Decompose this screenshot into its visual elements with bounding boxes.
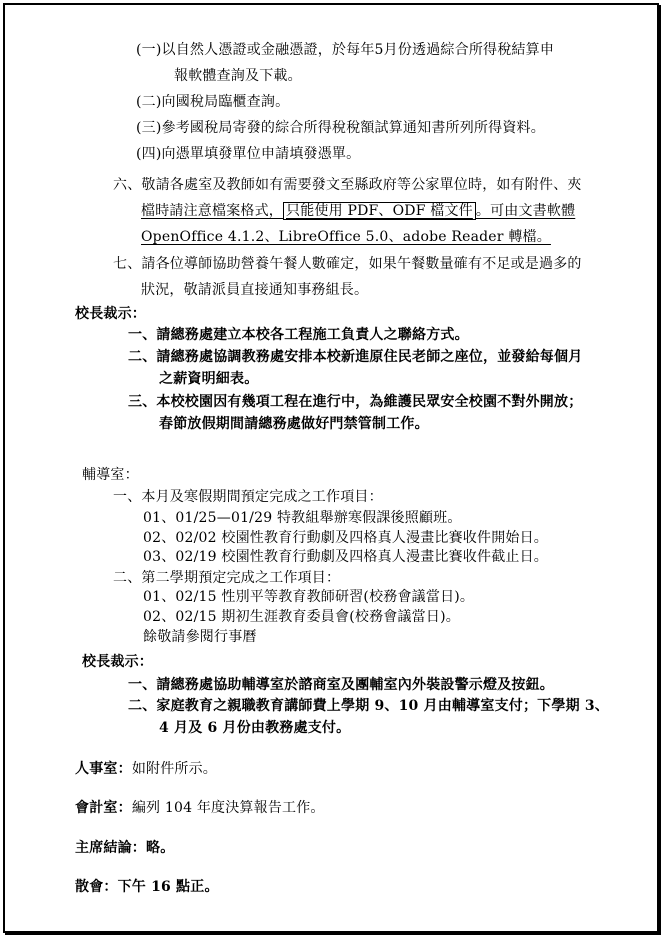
- item-6-pre: 檔時請注意檔案格式，: [141, 203, 283, 219]
- directive-2-2-cont: 4 月及 6 月份由教務處支付。: [159, 720, 351, 736]
- accounting-section: [75, 799, 325, 817]
- guidance-plan-2-note: 餘敬請參閱行事曆: [143, 629, 257, 645]
- guidance-heading: 輔導室：: [82, 467, 139, 483]
- guidance-plan-2-item-1: 01、02/15 性別平等教育教師研習(校務會議當日)。: [143, 589, 475, 605]
- item-7: 七、請各位導師協助營養午餐人數確定，如果午餐數量確有不足或是過多的: [113, 256, 582, 272]
- principal-heading-1: 校長裁示：: [75, 306, 146, 322]
- guidance-plan-2: 二、第二學期預定完成之工作項目：: [113, 570, 341, 586]
- directive-1-3-cont: 春節放假期間請總務處做好門禁管制工作。: [159, 416, 429, 432]
- item-7-line-2: 狀況，敬請派員直接通知事務組長。: [141, 282, 369, 298]
- tax-sub-item-1: (一)以自然人憑證或金融憑證，於每年5月份透過綜合所得稅結算申: [136, 42, 555, 58]
- adjourn-label: 散會：: [75, 879, 118, 895]
- guidance-plan-1-item-1: 01、01/25—01/29 特教組舉辦寒假課後照顧班。: [143, 510, 462, 526]
- adjourn-text: 下午 16 點正。: [117, 879, 219, 895]
- directive-1-3: 三、本校校園因有幾項工程在進行中，為維護民眾安全校園不對外開放；: [128, 394, 583, 410]
- accounting-label: 會計室：: [75, 800, 132, 816]
- directive-1-1: 一、請總務處建立本校各工程施工負責人之聯絡方式。: [128, 327, 469, 343]
- chair-text: 略。: [146, 840, 175, 856]
- item-6-post: 。可由文書軟體: [475, 203, 576, 219]
- file-format-box: 只能使用 PDF、ODF 檔文件: [283, 202, 476, 220]
- tax-sub-item-1-cont: 報軟體查詢及下載。: [174, 68, 302, 84]
- personnel-text: 如附件所示。: [131, 761, 218, 777]
- accounting-text: 編列 104 年度決算報告工作。: [131, 800, 325, 816]
- tax-sub-item-4: (四)向憑單填發單位申請填發憑單。: [136, 146, 361, 162]
- guidance-plan-1-item-2: 02、02/02 校園性教育行動劇及四格真人漫畫比賽收件開始日。: [143, 530, 549, 546]
- guidance-plan-2-item-2: 02、02/15 期初生涯教育委員會(校務會議當日)。: [143, 609, 460, 625]
- tax-sub-item-2: (二)向國稅局臨櫃查詢。: [136, 94, 290, 110]
- tax-sub-item-3: (三)參考國稅局寄發的綜合所得稅稅額試算通知書所列所得資料。: [136, 120, 545, 136]
- adjournment: [75, 878, 219, 896]
- directive-2-2: 二、家庭教育之親職教育講師費上學期 9、10 月由輔導室支付；下學期 3、: [128, 698, 609, 714]
- directive-1-2: 二、請總務處協調教務處安排本校新進原住民老師之座位，並發給每個月: [128, 349, 583, 365]
- chair-conclusion: [75, 839, 174, 857]
- directive-1-2-cont: 之薪資明細表。: [159, 371, 259, 387]
- item-6-line-3: OpenOffice 4.1.2、LibreOffice 5.0、adobe Reader 轉檔。: [141, 229, 551, 245]
- guidance-plan-1: 一、本月及寒假期間預定完成之工作項目：: [113, 489, 383, 505]
- personnel-label: 人事室：: [75, 761, 132, 777]
- chair-label: 主席結論：: [75, 840, 146, 856]
- directive-2-1: 一、請總務處協助輔導室於諮商室及團輔室內外裝設警示燈及按鈕。: [128, 677, 554, 693]
- item-6: 六、敬請各處室及教師如有需要發文至縣政府等公家單位時，如有附件、夾: [113, 177, 582, 193]
- item-6-line-2: [141, 202, 575, 220]
- principal-heading-2: 校長裁示：: [82, 654, 153, 670]
- personnel-section: [75, 760, 217, 778]
- guidance-plan-1-item-3: 03、02/19 校園性教育行動劇及四格真人漫畫比賽收件截止日。: [143, 549, 549, 565]
